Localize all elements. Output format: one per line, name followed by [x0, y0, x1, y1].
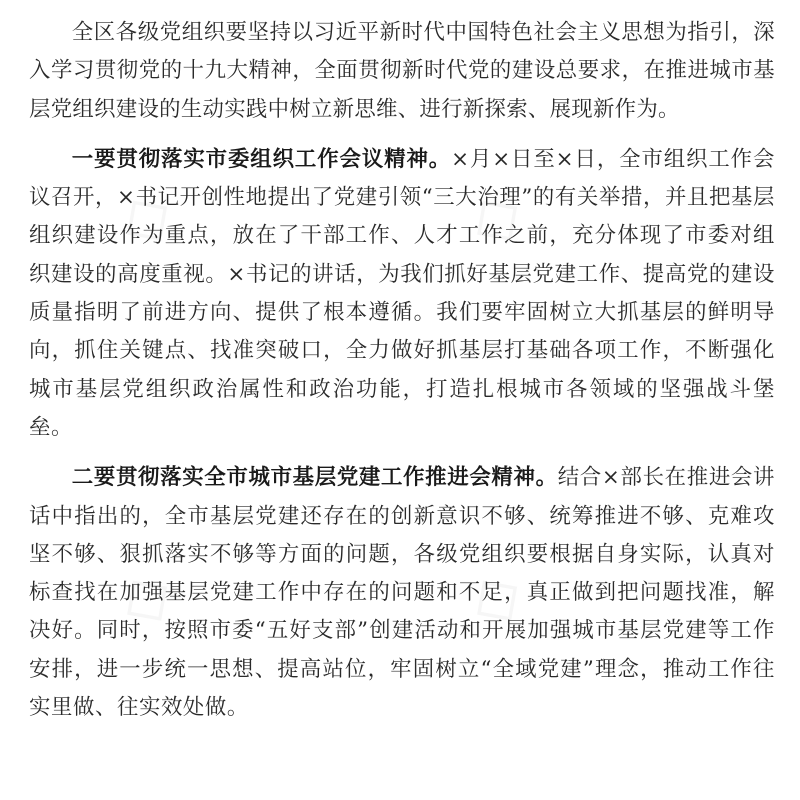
paragraph-intro: [29, 14, 775, 129]
paragraph-point-one-text: ×月×日至×日，全市组织工作会议召开，×书记开创性地提出了党建引领“三大治理”的有关举措，并且把基层组织建设作为重点，放在了干部工作、人才工作之前，充分体现了市委对组织建设的高度重视。×书记的讲话，为我们抓好基层党建工作、提高党的建设质量指明了前进方向、提供了根本遵循。我们要牢固树立大抓基层的鲜明导向，抓住关键点、找准突破口，全力做好抓基层打基础各项工作，不断强化城市基层党组织政治属性和政治功能，打造扎根城市各领域的坚强战斗堡垒。: [29, 146, 775, 440]
watermark: ◇: [453, 552, 536, 642]
paragraph-point-two-heading: 二要贯彻落实全市城市基层党建工作推进会精神。: [71, 465, 558, 491]
paragraph-point-one-heading: 一要贯彻落实市委组织工作会议精神。: [71, 146, 452, 172]
paragraph-point-one: [29, 141, 775, 447]
watermark: ◇: [453, 172, 536, 262]
document-body: [29, 14, 775, 739]
paragraph-intro-text: 全区各级党组织要坚持以习近平新时代中国特色社会主义思想为指引，深入学习贯彻党的十九大精神，全面贯彻新时代党的建设总要求，在推进城市基层党组织建设的生动实践中树立新思维、进行新探索、展现新作为。: [29, 20, 775, 122]
watermark: ◇: [103, 172, 186, 262]
watermark: ◇: [103, 552, 186, 642]
paragraph-point-two-text: 结合×部长在推进会讲话中指出的，全市基层党建还存在的创新意识不够、统筹推进不够、克难攻坚不够、狠抓落实不够等方面的问题，各级党组织要根据自身实际，认真对标查找在加强基层党建工作中存在的问题和不足，真正做到把问题找准，解决好。同时，按照市委“五好支部”创建活动和开展加强城市基层党建等工作安排，进一步统一思想、提高站位，牢固树立“全域党建”理念，推动工作往实里做、往实效处做。: [29, 465, 775, 721]
paragraph-point-two: [29, 459, 775, 727]
